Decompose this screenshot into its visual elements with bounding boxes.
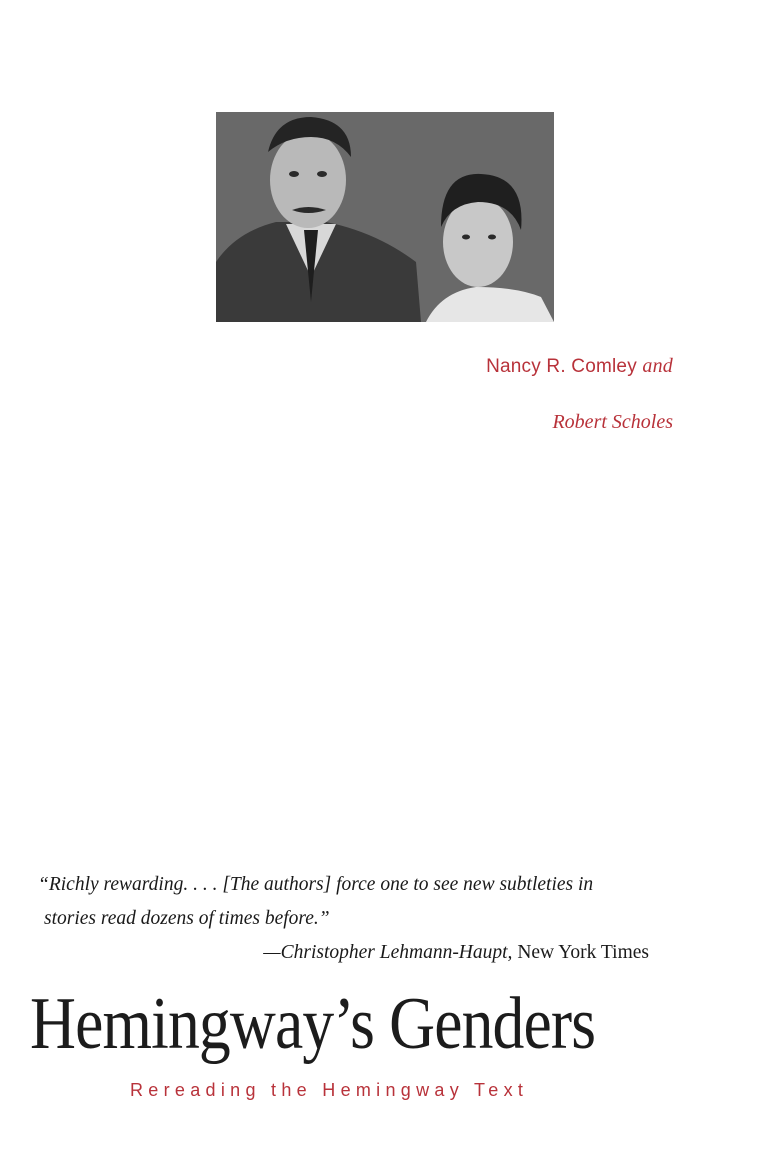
book-subtitle: Rereading the Hemingway Text bbox=[130, 1080, 529, 1100]
book-title: Hemingway’s Genders bbox=[30, 983, 596, 1065]
attribution-name: Christopher Lehmann-Haupt, bbox=[280, 942, 513, 963]
quote-line-1: “Richly rewarding. . . . [The authors] force one to see new subtleties in bbox=[38, 874, 594, 895]
attribution-source: New York Times bbox=[517, 942, 649, 963]
cover-photo bbox=[216, 112, 554, 322]
quote-attribution bbox=[263, 942, 649, 964]
author-name-1: Nancy R. Comley bbox=[486, 356, 637, 377]
attribution-dash: — bbox=[263, 942, 281, 963]
portrait-photo-icon bbox=[216, 112, 554, 322]
author-line-1 bbox=[486, 355, 673, 378]
author-name-2: Robert Scholes bbox=[552, 411, 673, 433]
review-quote bbox=[38, 868, 678, 936]
quote-line-2: stories read dozens of times before.” bbox=[44, 908, 330, 929]
author-conjunction: and bbox=[642, 355, 673, 377]
